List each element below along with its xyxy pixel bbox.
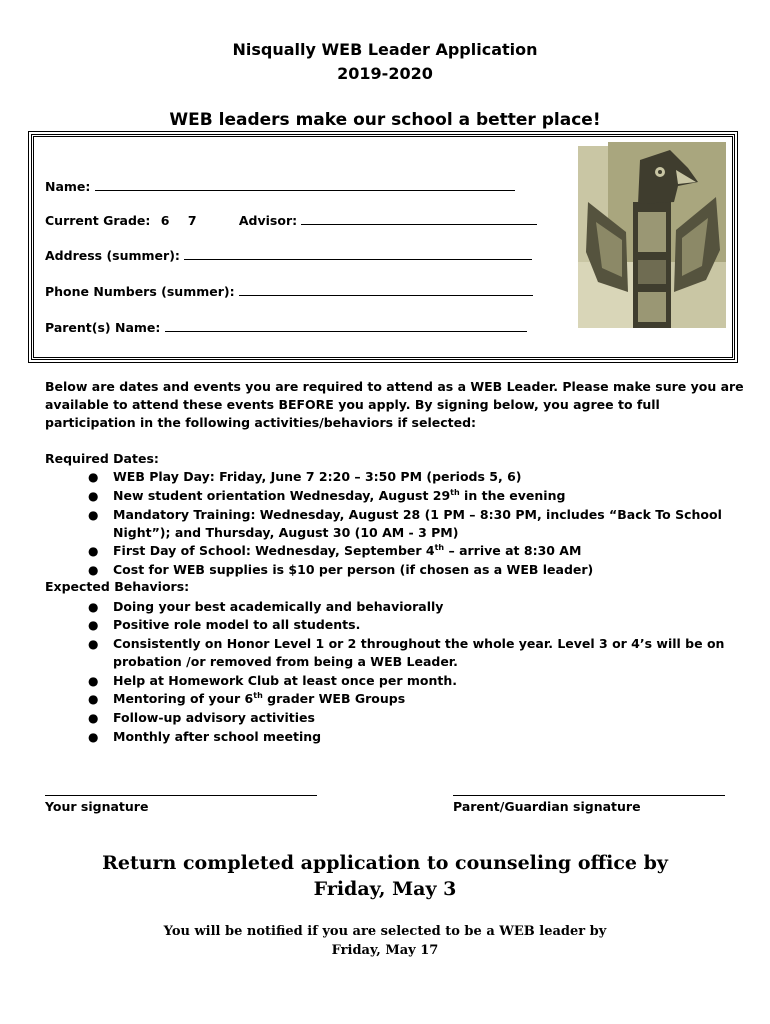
required-item-continued: Night”); and Thursday, August 30 (10 AM - 3 PM) — [113, 525, 459, 540]
behavior-item: Doing your best academically and behaviorally — [113, 599, 444, 614]
bullet-icon: ● — [88, 489, 99, 503]
school-year: 2019-2020 — [337, 64, 433, 83]
grade-label: Current Grade: — [45, 213, 151, 228]
behavior-item: Follow-up advisory activities — [113, 710, 315, 725]
bullet-icon: ● — [88, 637, 99, 651]
totem-eagle-clipart — [578, 142, 726, 328]
address-field[interactable] — [184, 248, 532, 260]
behavior-item: Mentoring of your 6th grader WEB Groups — [113, 690, 406, 706]
bullet-icon: ● — [88, 711, 99, 725]
tagline: WEB leaders make our school a better place! — [169, 110, 601, 130]
behavior-item: Monthly after school meeting — [113, 729, 322, 744]
required-item: First Day of School: Wednesday, September 4th – arrive at 8:30 AM — [113, 542, 582, 558]
expected-behaviors-heading: Expected Behaviors: — [45, 579, 190, 594]
intro-line-2: available to attend these events BEFORE you apply. By signing below, you agree to full — [45, 397, 660, 412]
address-row — [45, 248, 532, 263]
bullet-icon: ● — [88, 600, 99, 614]
behavior-item: Consistently on Honor Level 1 or 2 throughout the whole year. Level 3 or 4’s will be on — [113, 636, 725, 651]
bullet-icon: ● — [88, 544, 99, 558]
advisor-field[interactable] — [301, 213, 537, 225]
name-field[interactable] — [95, 179, 515, 191]
advisor-label: Advisor: — [238, 213, 298, 228]
required-dates-heading: Required Dates: — [45, 451, 159, 466]
required-item: WEB Play Day: Friday, June 7 2:20 – 3:50 PM (periods 5, 6) — [113, 469, 522, 484]
behavior-item: Positive role model to all students. — [113, 617, 361, 632]
parent-signature-line[interactable] — [453, 795, 725, 796]
phone-row — [45, 284, 533, 299]
bullet-icon: ● — [88, 674, 99, 688]
student-signature-line[interactable] — [45, 795, 317, 796]
phone-field[interactable] — [239, 284, 533, 296]
behavior-item-continued: probation /or removed from being a WEB Leader. — [113, 654, 458, 669]
return-instructions-line-2: Friday, May 3 — [313, 878, 457, 900]
bullet-icon: ● — [88, 508, 99, 522]
grade-option-6[interactable]: 6 — [160, 213, 170, 228]
address-label: Address (summer): — [45, 248, 180, 263]
bullet-icon: ● — [88, 618, 99, 632]
required-item: Mandatory Training: Wednesday, August 28 (1 PM – 8:30 PM, includes “Back To School — [113, 507, 722, 522]
required-item: Cost for WEB supplies is $10 per person (if chosen as a WEB leader) — [113, 562, 594, 577]
required-item: New student orientation Wednesday, August 29th in the evening — [113, 487, 566, 503]
student-signature-label: Your signature — [45, 799, 149, 814]
notification-line-1: You will be notified if you are selected to be a WEB leader by — [163, 924, 607, 939]
bullet-icon: ● — [88, 563, 99, 577]
intro-line-3: participation in the following activities/behaviors if selected: — [45, 415, 477, 430]
bullet-icon: ● — [88, 730, 99, 744]
parent-row — [45, 320, 527, 335]
behavior-item: Help at Homework Club at least once per month. — [113, 673, 457, 688]
bullet-icon: ● — [88, 470, 99, 484]
intro-line-1: Below are dates and events you are required to attend as a WEB Leader. Please make sure you are — [45, 379, 744, 394]
document-title: Nisqually WEB Leader Application — [232, 40, 538, 59]
name-label: Name: — [45, 179, 91, 194]
name-row — [45, 179, 515, 194]
return-instructions-line-1: Return completed application to counseling office by — [102, 852, 668, 874]
parent-label: Parent(s) Name: — [45, 320, 161, 335]
parent-signature-label: Parent/Guardian signature — [453, 799, 641, 814]
grade-row — [45, 213, 537, 228]
parent-field[interactable] — [165, 320, 527, 332]
grade-option-7[interactable]: 7 — [187, 213, 197, 228]
phone-label: Phone Numbers (summer): — [45, 284, 235, 299]
bullet-icon: ● — [88, 692, 99, 706]
notification-line-2: Friday, May 17 — [331, 943, 439, 958]
